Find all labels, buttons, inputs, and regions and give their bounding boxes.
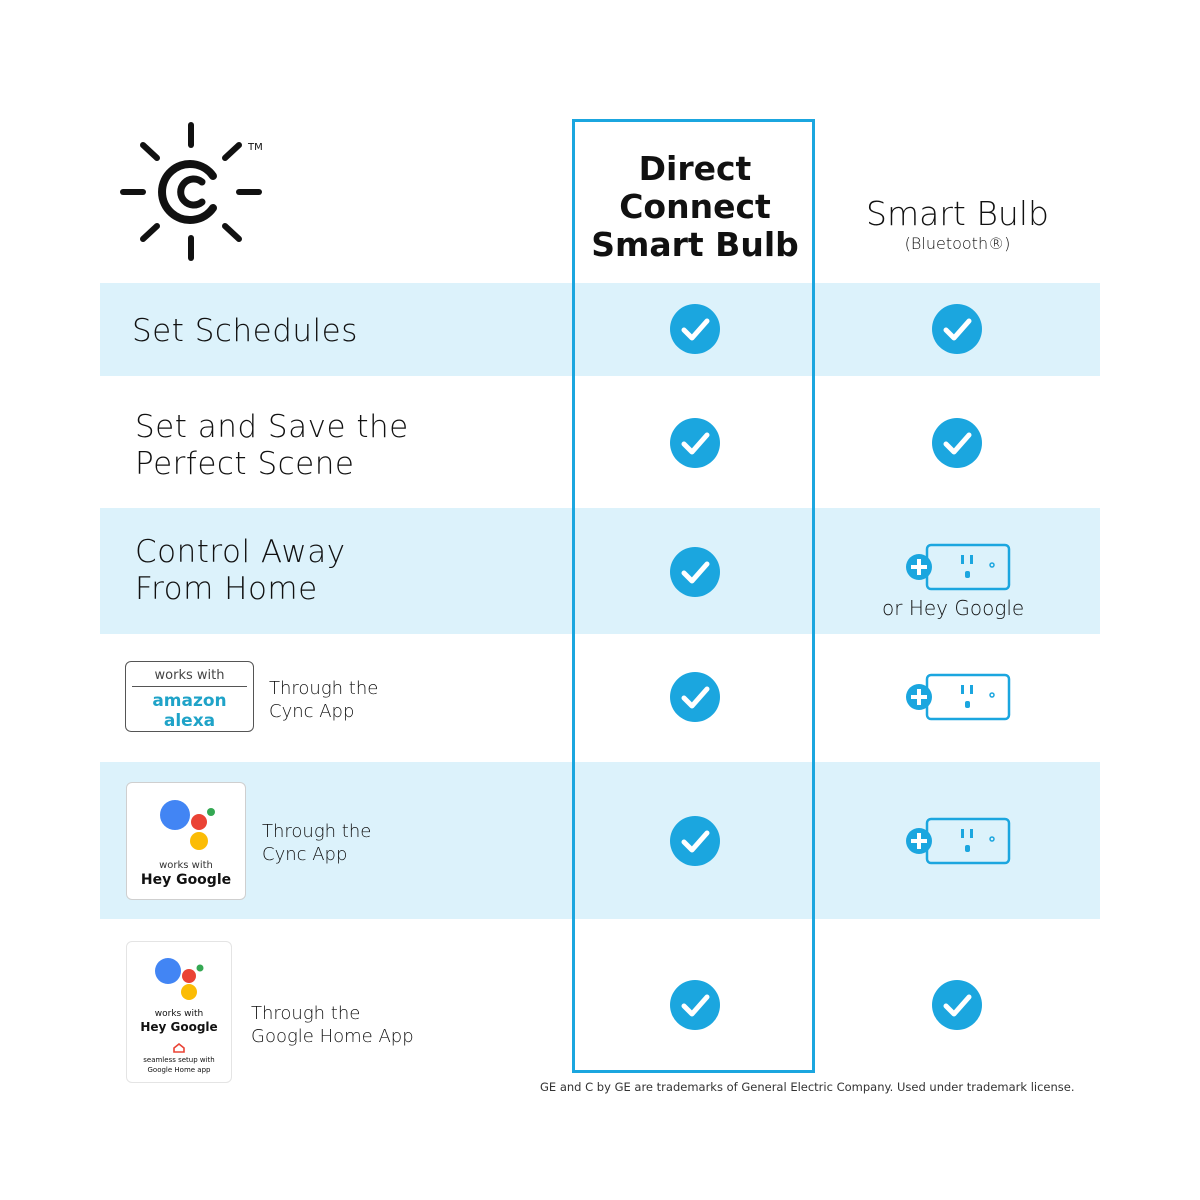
alexa-badge xyxy=(125,661,254,732)
divider xyxy=(132,686,247,687)
row-label xyxy=(262,820,371,866)
label-line: Control Away xyxy=(135,534,346,570)
row-label xyxy=(135,534,346,608)
svg-text:TM: TM xyxy=(248,142,263,153)
check-icon xyxy=(670,304,720,354)
label-line: Perfect Scene xyxy=(135,446,355,482)
badge-brand: Hey Google xyxy=(140,872,232,888)
row-label xyxy=(251,1002,414,1048)
smart-plug-required-icon xyxy=(905,817,1015,865)
smart-plug-required-icon xyxy=(905,673,1015,721)
cync-logo-icon xyxy=(118,120,268,265)
google-assistant-icon xyxy=(151,954,211,1004)
header-line: Connect xyxy=(619,187,771,226)
check-icon xyxy=(670,980,720,1030)
check-icon xyxy=(670,816,720,866)
row-label xyxy=(269,677,378,723)
row-label xyxy=(135,409,409,483)
badge-top: works with xyxy=(159,860,213,871)
label-line: Through the xyxy=(262,821,372,842)
check-icon xyxy=(932,418,982,468)
label-line: Through the xyxy=(269,678,379,699)
check-icon xyxy=(670,418,720,468)
check-icon xyxy=(670,547,720,597)
label-line: Set and Save the xyxy=(135,409,409,445)
google-assistant-icon xyxy=(155,795,220,855)
label-line: Cync App xyxy=(262,844,348,865)
row-label: Set Schedules xyxy=(132,313,358,349)
header-title: Smart Bulb xyxy=(866,194,1049,233)
google-home-icon xyxy=(173,1043,185,1053)
label-line: Google Home App xyxy=(251,1026,414,1047)
check-icon xyxy=(932,980,982,1030)
google-home-badge xyxy=(126,941,232,1083)
check-icon xyxy=(932,304,982,354)
badge-top: works with xyxy=(154,1009,204,1019)
label-line: Through the xyxy=(251,1003,361,1024)
smart-plug-required-icon xyxy=(905,543,1015,591)
badge-brand: amazon alexa xyxy=(152,691,227,731)
header-subtitle: (Bluetooth®) xyxy=(904,234,1011,253)
label-line: Cync App xyxy=(269,701,355,722)
hey-google-badge xyxy=(126,782,246,900)
badge-note: Google Home app xyxy=(147,1066,211,1074)
label-line: From Home xyxy=(135,571,318,607)
header-line: Direct xyxy=(638,149,752,188)
footer-disclaimer: GE and C by GE are trademarks of General Electric Company. Used under trademark license. xyxy=(540,1080,1075,1094)
bluetooth-note: or Hey Google xyxy=(882,596,1025,620)
check-icon xyxy=(670,672,720,722)
bluetooth-header xyxy=(830,194,1085,253)
badge-top: works with xyxy=(154,668,225,683)
badge-brand: Hey Google xyxy=(140,1020,218,1034)
badge-note: seamless setup with xyxy=(143,1056,215,1064)
header-line: Smart Bulb xyxy=(591,225,799,264)
